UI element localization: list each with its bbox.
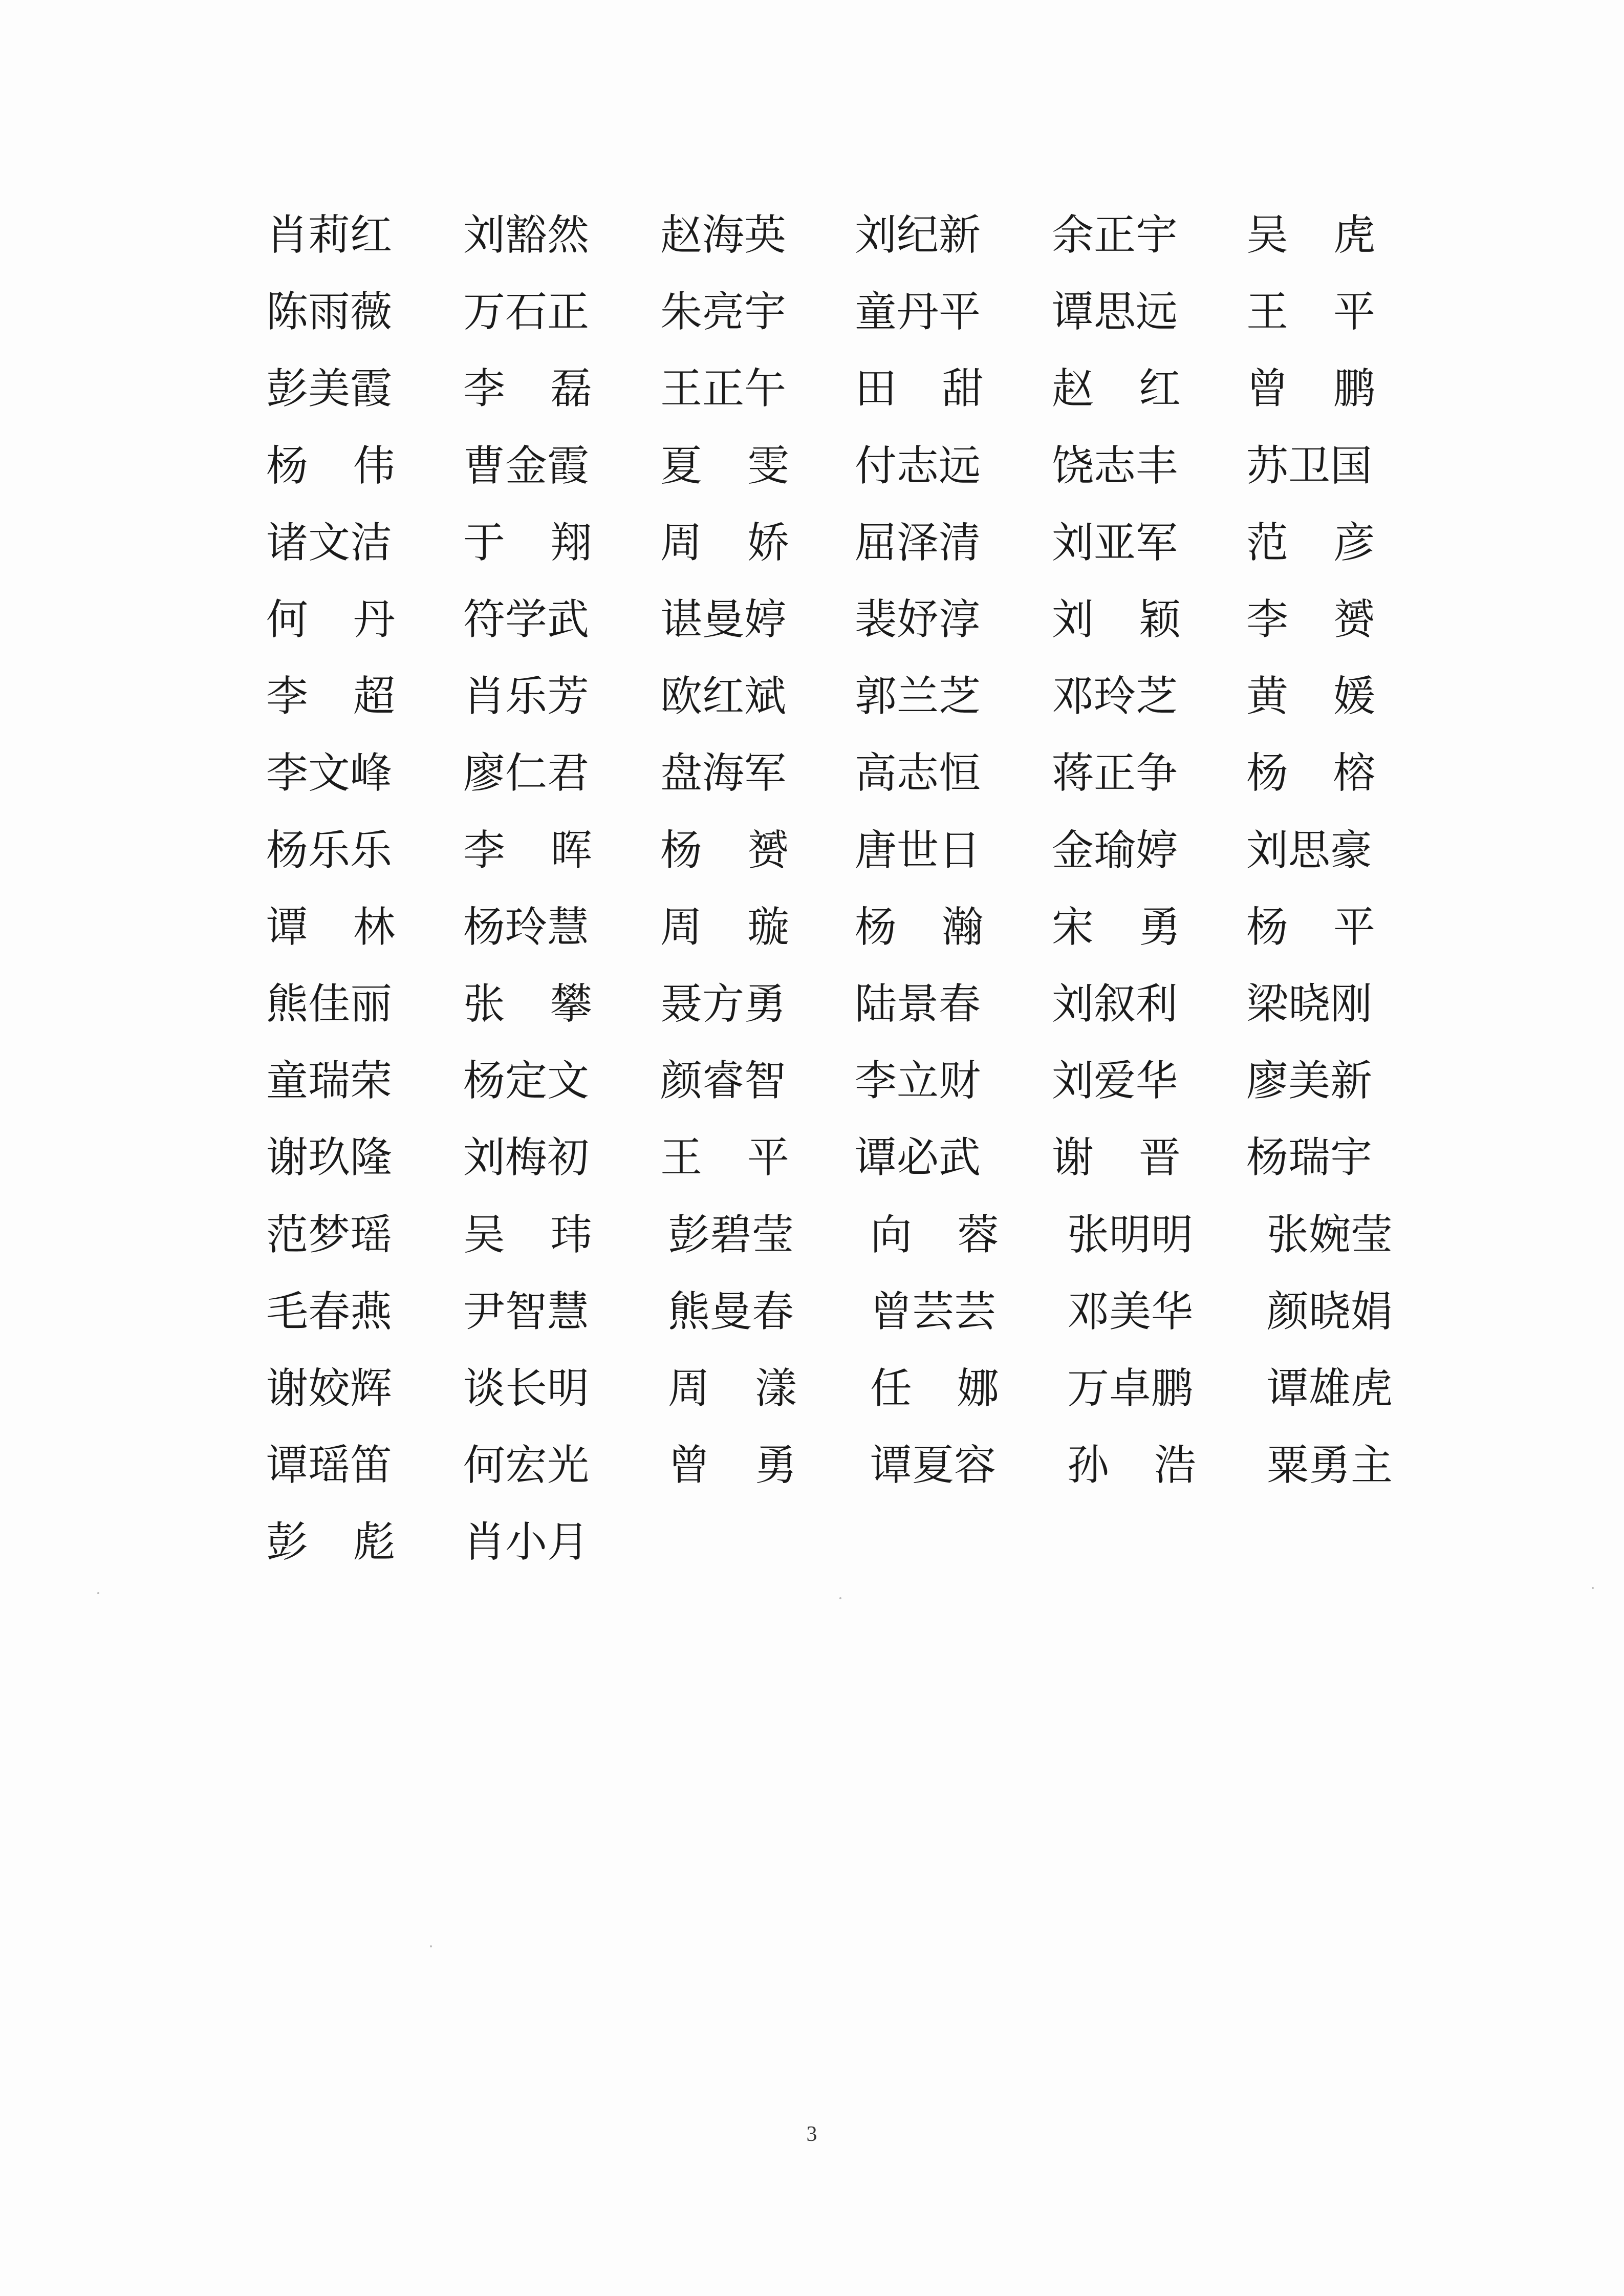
person-name: 谭雄虎 xyxy=(1267,1364,1393,1413)
name-row xyxy=(0,1202,1624,1279)
person-name: 谢姣辉 xyxy=(266,1364,393,1413)
page-number: 3 xyxy=(806,2122,817,2146)
person-name: 谭思远 xyxy=(1052,288,1178,336)
person-name: 欧红斌 xyxy=(660,672,787,721)
person-name: 彭美霞 xyxy=(266,364,393,413)
person-name: 陈雨薇 xyxy=(266,288,393,336)
scan-speck xyxy=(97,1592,99,1594)
person-name: 吴玮 xyxy=(463,1211,638,1259)
name-row xyxy=(0,433,1624,510)
person-name: 杨定文 xyxy=(463,1057,590,1105)
person-name: 周璇 xyxy=(660,903,835,952)
person-name: 杨榕 xyxy=(1246,749,1421,798)
person-name: 李晖 xyxy=(463,826,638,875)
person-name: 赵红 xyxy=(1052,364,1226,413)
person-name: 何丹 xyxy=(266,595,441,644)
person-name: 李超 xyxy=(266,672,441,721)
person-name: 肖乐芳 xyxy=(463,672,590,721)
name-row xyxy=(0,202,1624,279)
person-name: 谭林 xyxy=(266,903,441,952)
person-name: 张攀 xyxy=(463,980,638,1028)
person-name: 任娜 xyxy=(870,1364,1045,1413)
person-name: 肖莉红 xyxy=(266,211,393,260)
person-name: 童瑞荣 xyxy=(266,1057,393,1105)
person-name: 谭夏容 xyxy=(870,1441,997,1490)
person-name: 蒋正争 xyxy=(1052,749,1178,798)
person-name: 郭兰芝 xyxy=(855,672,981,721)
person-name: 盘海军 xyxy=(660,749,787,798)
person-name: 谈长明 xyxy=(463,1364,590,1413)
person-name: 谢玖隆 xyxy=(266,1133,393,1182)
person-name: 曾鹏 xyxy=(1246,364,1421,413)
person-name: 王正午 xyxy=(660,364,787,413)
person-name: 刘梅初 xyxy=(463,1133,590,1182)
person-name: 吴虎 xyxy=(1246,211,1421,260)
person-name: 刘爱华 xyxy=(1052,1057,1178,1105)
scan-speck xyxy=(430,1945,432,1947)
person-name: 张明明 xyxy=(1067,1211,1194,1259)
person-name: 杨瀚 xyxy=(855,903,1029,952)
person-name: 黄媛 xyxy=(1246,672,1421,721)
person-name: 金瑜婷 xyxy=(1052,826,1178,875)
person-name: 向蓉 xyxy=(870,1211,1045,1259)
person-name: 聂方勇 xyxy=(660,980,787,1028)
name-row xyxy=(0,587,1624,663)
person-name: 杨玲慧 xyxy=(463,903,590,952)
person-name: 屈泽清 xyxy=(855,519,981,567)
person-name: 诸文洁 xyxy=(266,519,393,567)
name-row xyxy=(0,279,1624,356)
person-name: 刘颖 xyxy=(1052,595,1226,644)
person-name: 王平 xyxy=(1246,288,1421,336)
person-name: 廖仁君 xyxy=(463,749,590,798)
person-name: 杨伟 xyxy=(266,442,441,490)
person-name: 符学武 xyxy=(463,595,590,644)
person-name: 李赟 xyxy=(1246,595,1421,644)
person-name: 刘叙利 xyxy=(1052,980,1178,1028)
person-name: 高志恒 xyxy=(855,749,981,798)
name-row xyxy=(0,663,1624,740)
person-name: 陆景春 xyxy=(855,980,981,1028)
person-name: 张婉莹 xyxy=(1267,1211,1393,1259)
person-name: 谭必武 xyxy=(855,1133,981,1182)
name-row xyxy=(0,1279,1624,1356)
name-row xyxy=(0,740,1624,817)
person-name: 何宏光 xyxy=(463,1441,590,1490)
person-name: 于翔 xyxy=(463,519,638,567)
person-name: 谌曼婷 xyxy=(660,595,787,644)
person-name: 范彦 xyxy=(1246,519,1421,567)
name-row xyxy=(0,1125,1624,1201)
person-name: 熊佳丽 xyxy=(266,980,393,1028)
person-name: 饶志丰 xyxy=(1052,442,1178,490)
person-name: 田甜 xyxy=(855,364,1029,413)
person-name: 苏卫国 xyxy=(1246,442,1373,490)
person-name: 唐世日 xyxy=(855,826,981,875)
person-name: 朱亮宇 xyxy=(660,288,787,336)
person-name: 童丹平 xyxy=(855,288,981,336)
person-name: 颜晓娟 xyxy=(1267,1288,1393,1336)
person-name: 毛春燕 xyxy=(266,1288,393,1336)
person-name: 杨平 xyxy=(1246,903,1421,952)
person-name: 李立财 xyxy=(855,1057,981,1105)
person-name: 王平 xyxy=(660,1133,835,1182)
person-name: 曾勇 xyxy=(668,1441,842,1490)
person-name: 刘纪新 xyxy=(855,211,981,260)
person-name: 梁晓刚 xyxy=(1246,980,1373,1028)
scan-speck xyxy=(1592,1587,1594,1589)
name-row xyxy=(0,1509,1624,1586)
name-row xyxy=(0,356,1624,433)
person-name: 彭彪 xyxy=(266,1518,441,1567)
person-name: 夏雯 xyxy=(660,442,835,490)
person-name: 彭碧莹 xyxy=(668,1211,794,1259)
person-name: 曾芸芸 xyxy=(870,1288,997,1336)
person-name: 李文峰 xyxy=(266,749,393,798)
person-name: 李磊 xyxy=(463,364,638,413)
person-name: 范梦瑶 xyxy=(266,1211,393,1259)
person-name: 周娇 xyxy=(660,519,835,567)
name-row xyxy=(0,1356,1624,1432)
person-name: 邓美华 xyxy=(1067,1288,1194,1336)
person-name: 邓玲芝 xyxy=(1052,672,1178,721)
scan-speck xyxy=(839,1597,841,1599)
person-name: 刘豁然 xyxy=(463,211,590,260)
person-name: 刘亚军 xyxy=(1052,519,1178,567)
person-name: 杨瑞宇 xyxy=(1246,1133,1373,1182)
name-row xyxy=(0,971,1624,1048)
person-name: 孙浩 xyxy=(1067,1441,1242,1490)
name-row xyxy=(0,1048,1624,1125)
person-name: 周漾 xyxy=(668,1364,842,1413)
person-name: 尹智慧 xyxy=(463,1288,590,1336)
person-name: 赵海英 xyxy=(660,211,787,260)
person-name: 万石正 xyxy=(463,288,590,336)
person-name: 刘思豪 xyxy=(1246,826,1373,875)
person-name: 谭瑶笛 xyxy=(266,1441,393,1490)
name-row xyxy=(0,818,1624,894)
name-row xyxy=(0,894,1624,971)
person-name: 杨乐乐 xyxy=(266,826,393,875)
person-name: 裴妤淳 xyxy=(855,595,981,644)
person-name: 宋勇 xyxy=(1052,903,1226,952)
person-name: 杨赟 xyxy=(660,826,835,875)
person-name: 付志远 xyxy=(855,442,981,490)
person-name: 谢晋 xyxy=(1052,1133,1226,1182)
person-name: 颜睿智 xyxy=(660,1057,787,1105)
person-name: 万卓鹏 xyxy=(1067,1364,1194,1413)
name-row xyxy=(0,510,1624,587)
person-name: 肖小月 xyxy=(463,1518,590,1567)
person-name: 廖美新 xyxy=(1246,1057,1373,1105)
person-name: 熊曼春 xyxy=(668,1288,794,1336)
name-row xyxy=(0,1432,1624,1509)
person-name: 粟勇主 xyxy=(1267,1441,1393,1490)
person-name: 曹金霞 xyxy=(463,442,590,490)
person-name: 余正宇 xyxy=(1052,211,1178,260)
